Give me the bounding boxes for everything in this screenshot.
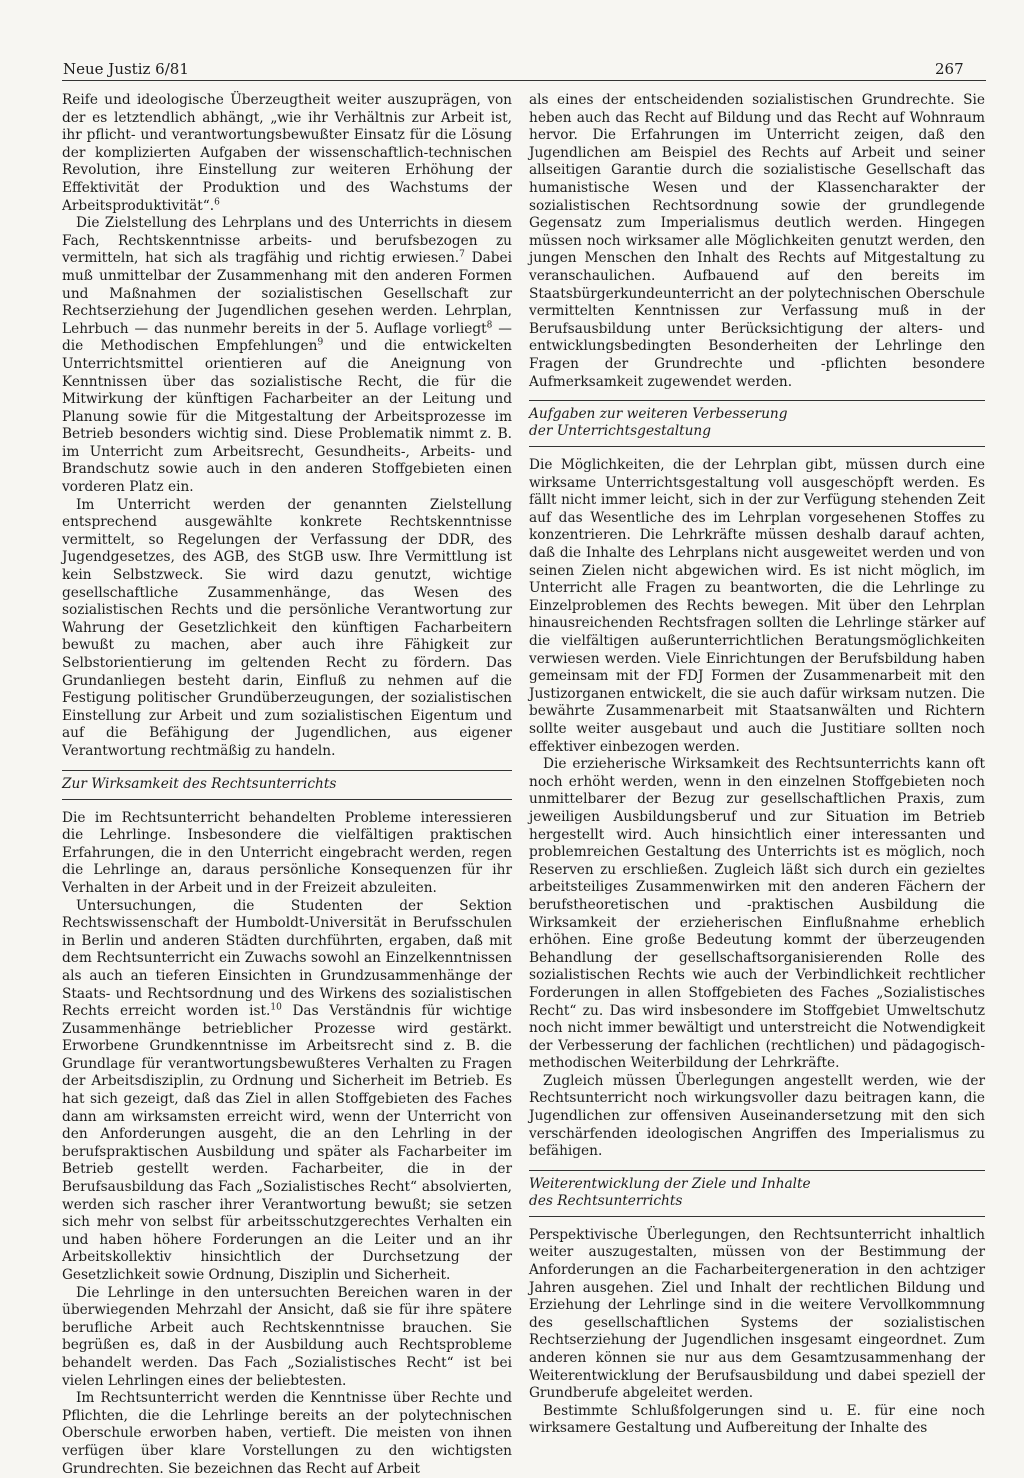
footnote-ref: 8 <box>486 320 493 331</box>
paragraph: Die Lehrlinge in den untersuchten Bereichen waren in der überwiegenden Mehrzahl der Ansicht, daß sie für ihre spätere berufliche Arbeit auch Rechtskenntnisse brauchen. Sie begrüßen es, daß in der Ausbildung auch Rechtsprobleme behandelt werden. Das Fach „Sozialistisches Recht“ ist bei vielen Lehrlingen eines der beliebtesten. <box>62 1284 512 1389</box>
paragraph: Zugleich müssen Überlegungen angestellt werden, wie der Rechtsunterricht noch wirkungsvoller dazu beitragen kann, die Jugendlichen zur offensiven Auseinandersetzung mit den sich verschärfenden ideologischen Angriffen des Imperialismus zu befähigen. <box>529 1072 985 1160</box>
journal-title: Neue Justiz 6/81 <box>63 60 189 78</box>
paragraph: Reife und ideologische Überzeugtheit weiter auszuprägen, von der es letztendlich abhängt, „wie ihr Verhältnis zur Arbeit ist, ihr pflicht- und verantwortungsbewußter Einsatz für die Lösung der komplizierten Aufgaben der wissenschaftlich-technischen Revolution, ihre Einstellung zur weiteren Erhöhung der Effektivität der Produktion und des Wachstums der Arbeitsproduktivität“.$^6$ <box>62 92 512 214</box>
section-heading: Weiterentwicklung der Ziele und Inhalte des Rechtsunterrichts <box>529 1170 985 1217</box>
paragraph: Die erzieherische Wirksamkeit des Rechtsunterrichts kann oft noch erhöht werden, wenn in den einzelnen Stoffgebieten noch unmittelbarer der Bezug zur gesellschaftlichen Praxis, zum jeweiligen Ausbildungsberuf und zur Situation im Betrieb hergestellt wird. Auch hinsichtlich einer interessanten und problemreichen Gestaltung des Unterrichts ist es möglich, noch Reserven zu erschließen. Zugleich läßt sich durch ein gezieltes arbeitsteiliges Zusammenwirken mit den anderen Fächern der berufstheoretischen und -praktischen Ausbildung die Wirksamkeit der erzieherischen Einflußnahme erheblich erhöhen. Eine große Bedeutung kommt der überzeugenden Behandlung der gesellschaftsorganisierenden Rolle des sozialistischen Rechts wie auch der Verbindlichkeit rechtlicher Forderungen in allen Stoffgebieten des Faches „Sozialistisches Recht“ zu. Das wird insbesondere im Stoffgebiet Umweltschutz noch nicht immer bewältigt und unterstreicht die Notwendigkeit der Verbesserung der fachlichen (rechtlichen) und pädagogisch-methodischen Weiterbildung der Lehrkräfte. <box>529 756 985 1072</box>
paragraph: als eines der entscheidenden sozialistischen Grundrechte. Sie heben auch das Recht auf Bildung und das Recht auf Wohnraum hervor. Die Erfahrungen im Unterricht zeigen, daß den Jugendlichen am Beispiel des Rechts auf Arbeit und seiner allseitigen Garantie durch die sozialistische Gesellschaft das humanistische Wesen und der Klassencharakter der sozialistischen Rechtsordnung sowie der grundlegende Gegensatz zum Imperialismus deutlich werden. Hingegen müssen noch wirksamer alle Möglichkeiten genutzt werden, den jungen Menschen den Inhalt des Rechts auf Mitgestaltung zu veranschaulichen. Aufbauend auf den bereits im Staatsbürgerkundeunterricht an der polytechnischen Oberschule vermittelten Kenntnissen zur Verfassung muß in der Berufsausbildung unter Berücksichtigung der alters- und entwicklungsbedingten Besonderheiten der Lehrlinge den Fragen der Grundrechte und -pflichten besondere Aufmerksamkeit zugewendet werden. <box>529 92 985 390</box>
paragraph: Im Unterricht werden der genannten Zielstellung entsprechend ausgewählte konkrete Rechtskenntnisse vermittelt, so Regelungen der Verfassung der DDR, des Jugendgesetzes, des AGB, des StGB usw. Ihre Vermittlung ist kein Selbstzweck. Sie wird dazu genutzt, wichtige gesellschaftliche Zusammenhänge, das Wesen des sozialistischen Rechts und die persönliche Verantwortung zur Wahrung der Gesetzlichkeit den künftigen Facharbeitern bewußt zu machen, aber auch ihre Fähigkeit zur Selbstorientierung im geltenden Recht zu fördern. Das Grundanliegen besteht darin, Einfluß zu nehmen auf die Festigung politischer Grundüberzeugungen, der sozialistischen Einstellung zur Arbeit und zum sozialistischen Eigentum und auf die Befähigung der Jugendlichen, aus eigener Verantwortung rechtmäßig zu handeln. <box>62 496 512 759</box>
paragraph: Bestimmte Schlußfolgerungen sind u. E. für eine noch wirksamere Gestaltung und Aufbereitung der Inhalte des <box>529 1402 985 1437</box>
paragraph: Die Zielstellung des Lehrplans und des Unterrichts in diesem Fach, Rechtskenntnisse arbeits- und berufsbezogen zu vermitteln, hat sich als tragfähig und richtig erwiesen.$^7$ Dabei muß unmittelbar der Zusammenhang mit den anderen Formen und Maßnahmen der sozialistischen Gesellschaft zur Rechtserziehung der Jugendlichen gesehen werden. Lehrplan, Lehrbuch — das nunmehr bereits in der 5. Auflage vorliegt$^8$ — die Methodischen Empfehlungen$^9$ und die entwickelten Unterrichtsmittel orientieren auf die Aneignung von Kenntnissen über das sozialistische Recht, die für die Mitwirkung der künftigen Facharbeiter an der Leitung und Planung sowie für die Mitgestaltung der Arbeitsprozesse im Betrieb besonders wichtig sind. Diese Problematik nimmt z. B. im Unterricht zum Arbeitsrecht, Gesundheits-, Arbeits- und Brandschutz sowie auch in den anderen Stoffgebieten einen vorderen Platz ein. <box>62 215 512 496</box>
footnote-ref: 7 <box>459 249 465 260</box>
right-column <box>529 92 985 1438</box>
footnote-ref: 6 <box>214 197 220 207</box>
footnote-ref: 10 <box>270 1002 282 1013</box>
paragraph: Untersuchungen, die Studenten der Sektion Rechtswissenschaft der Humboldt-Universität in Berufsschulen in Berlin und anderen Städten durchführten, ergaben, daß mit dem Rechtsunterricht ein Zuwachs sowohl an Einzelkenntnissen als auch an tieferen Einsichten in Grundzusammenhänge der Staats- und Rechtsordnung und des Wirkens des sozialistischen Rechts erreicht worden ist.$^{10}$ Das Verständnis für wichtige Zusammenhänge betrieblicher Prozesse wird gestärkt. Erworbene Grundkenntnisse im Arbeitsrecht sind z. B. die Grundlage für verantwortungsbewußteres Verhalten zu Fragen der Arbeitsdisziplin, zu Ordnung und Sicherheit im Betrieb. Es hat sich gezeigt, daß das Ziel in allen Stoffgebieten des Faches dann am wirksamsten erreicht wird, wenn der Unterricht von den Anforderungen ausgeht, die an den Lehrling in der berufspraktischen Ausbildung und später als Facharbeiter im Betrieb gestellt werden. Facharbeiter, die in der Berufsausbildung das Fach „Sozialistisches Recht“ absolvierten, werden sich rascher ihrer Verantwortung bewußt; sie setzen sich mehr von selbst für arbeitsschutzgerechtes Verhalten ein und haben höhere Forderungen an die Leiter und an ihr Arbeitskollektiv hinsichtlich der Durchsetzung der Gesetzlichkeit sowie Ordnung, Disziplin und Sicherheit. <box>62 897 512 1283</box>
paragraph: Perspektivische Überlegungen, den Rechtsunterricht inhaltlich weiter auszugestalten, müssen von der Bestimmung der Anforderungen an die Facharbeitergeneration in den achtziger Jahren ausgehen. Ziel und Inhalt der rechtlichen Bildung und Erziehung der Lehrlinge sind in die weitere Vervollkommnung des gesellschaftlichen Systems der sozialistischen Rechtserziehung der Jugendlichen insgesamt eingeordnet. Zum anderen können sie nur aus dem Gesamtzusammenhang der Weiterentwicklung der Berufsausbildung und dabei speziell der Grundberufe abgeleitet werden. <box>529 1226 985 1402</box>
paragraph: Die im Rechtsunterricht behandelten Probleme interessieren die Lehrlinge. Insbesondere die vielfältigen praktischen Erfahrungen, die in den Unterricht eingebracht werden, regen die Lehrlinge an, daraus persönliche Konsequenzen für ihr Verhalten in der Arbeit und in der Freizeit abzuleiten. <box>62 809 512 896</box>
section-heading: Aufgaben zur weiteren Verbesserung der Unterrichtsgestaltung <box>529 400 985 447</box>
page-number: 267 <box>935 60 964 78</box>
header-rule <box>62 80 986 81</box>
paragraph: Die Möglichkeiten, die der Lehrplan gibt, müssen durch eine wirksame Unterrichtsgestaltung voll ausgeschöpft werden. Es fällt nicht immer leicht, sich in der zur Verfügung stehenden Zeit auf das Wesentliche des im Lehrplan vorgesehenen Stoffes zu konzentrieren. Die Lehrkräfte müssen deshalb darauf achten, daß die Inhalte des Lehrplans nicht ausgeweitet werden und von seinen Zielen nicht abgewichen wird. Es ist nicht möglich, im Unterricht alle Fragen zu beantworten, die die Lehrlinge zu Einzelproblemen des Rechts bewegen. Mit über den Lehrplan hinausreichenden Rechtsfragen sollten die Lehrlinge stärker auf die vielfältigen außerunterrichtlichen Beratungsmöglichkeiten verwiesen werden. Viele Einrichtungen der Berufsbildung haben gemeinsam mit der FDJ Formen der Zusammenarbeit mit den Justizorganen entwickelt, die sie auch dafür wirksam nutzen. Die bewährte Zusammenarbeit mit Staatsanwälten und Richtern sollte weiter ausgebaut und auch die Justitiare sollten noch effektiver einbezogen werden. <box>529 457 985 755</box>
footnote-ref: 9 <box>317 337 324 348</box>
left-column <box>62 92 512 1478</box>
section-heading: Zur Wirksamkeit des Rechtsunterrichts <box>62 770 512 800</box>
paragraph: Im Rechtsunterricht werden die Kenntnisse über Rechte und Pflichten, die die Lehrlinge bereits an der polytechnischen Oberschule erworben haben, vertieft. Die meisten von ihnen verfügen über klare Vorstellungen zu den wichtigsten Grundrechten. Sie bezeichnen das Recht auf Arbeit <box>62 1390 512 1477</box>
